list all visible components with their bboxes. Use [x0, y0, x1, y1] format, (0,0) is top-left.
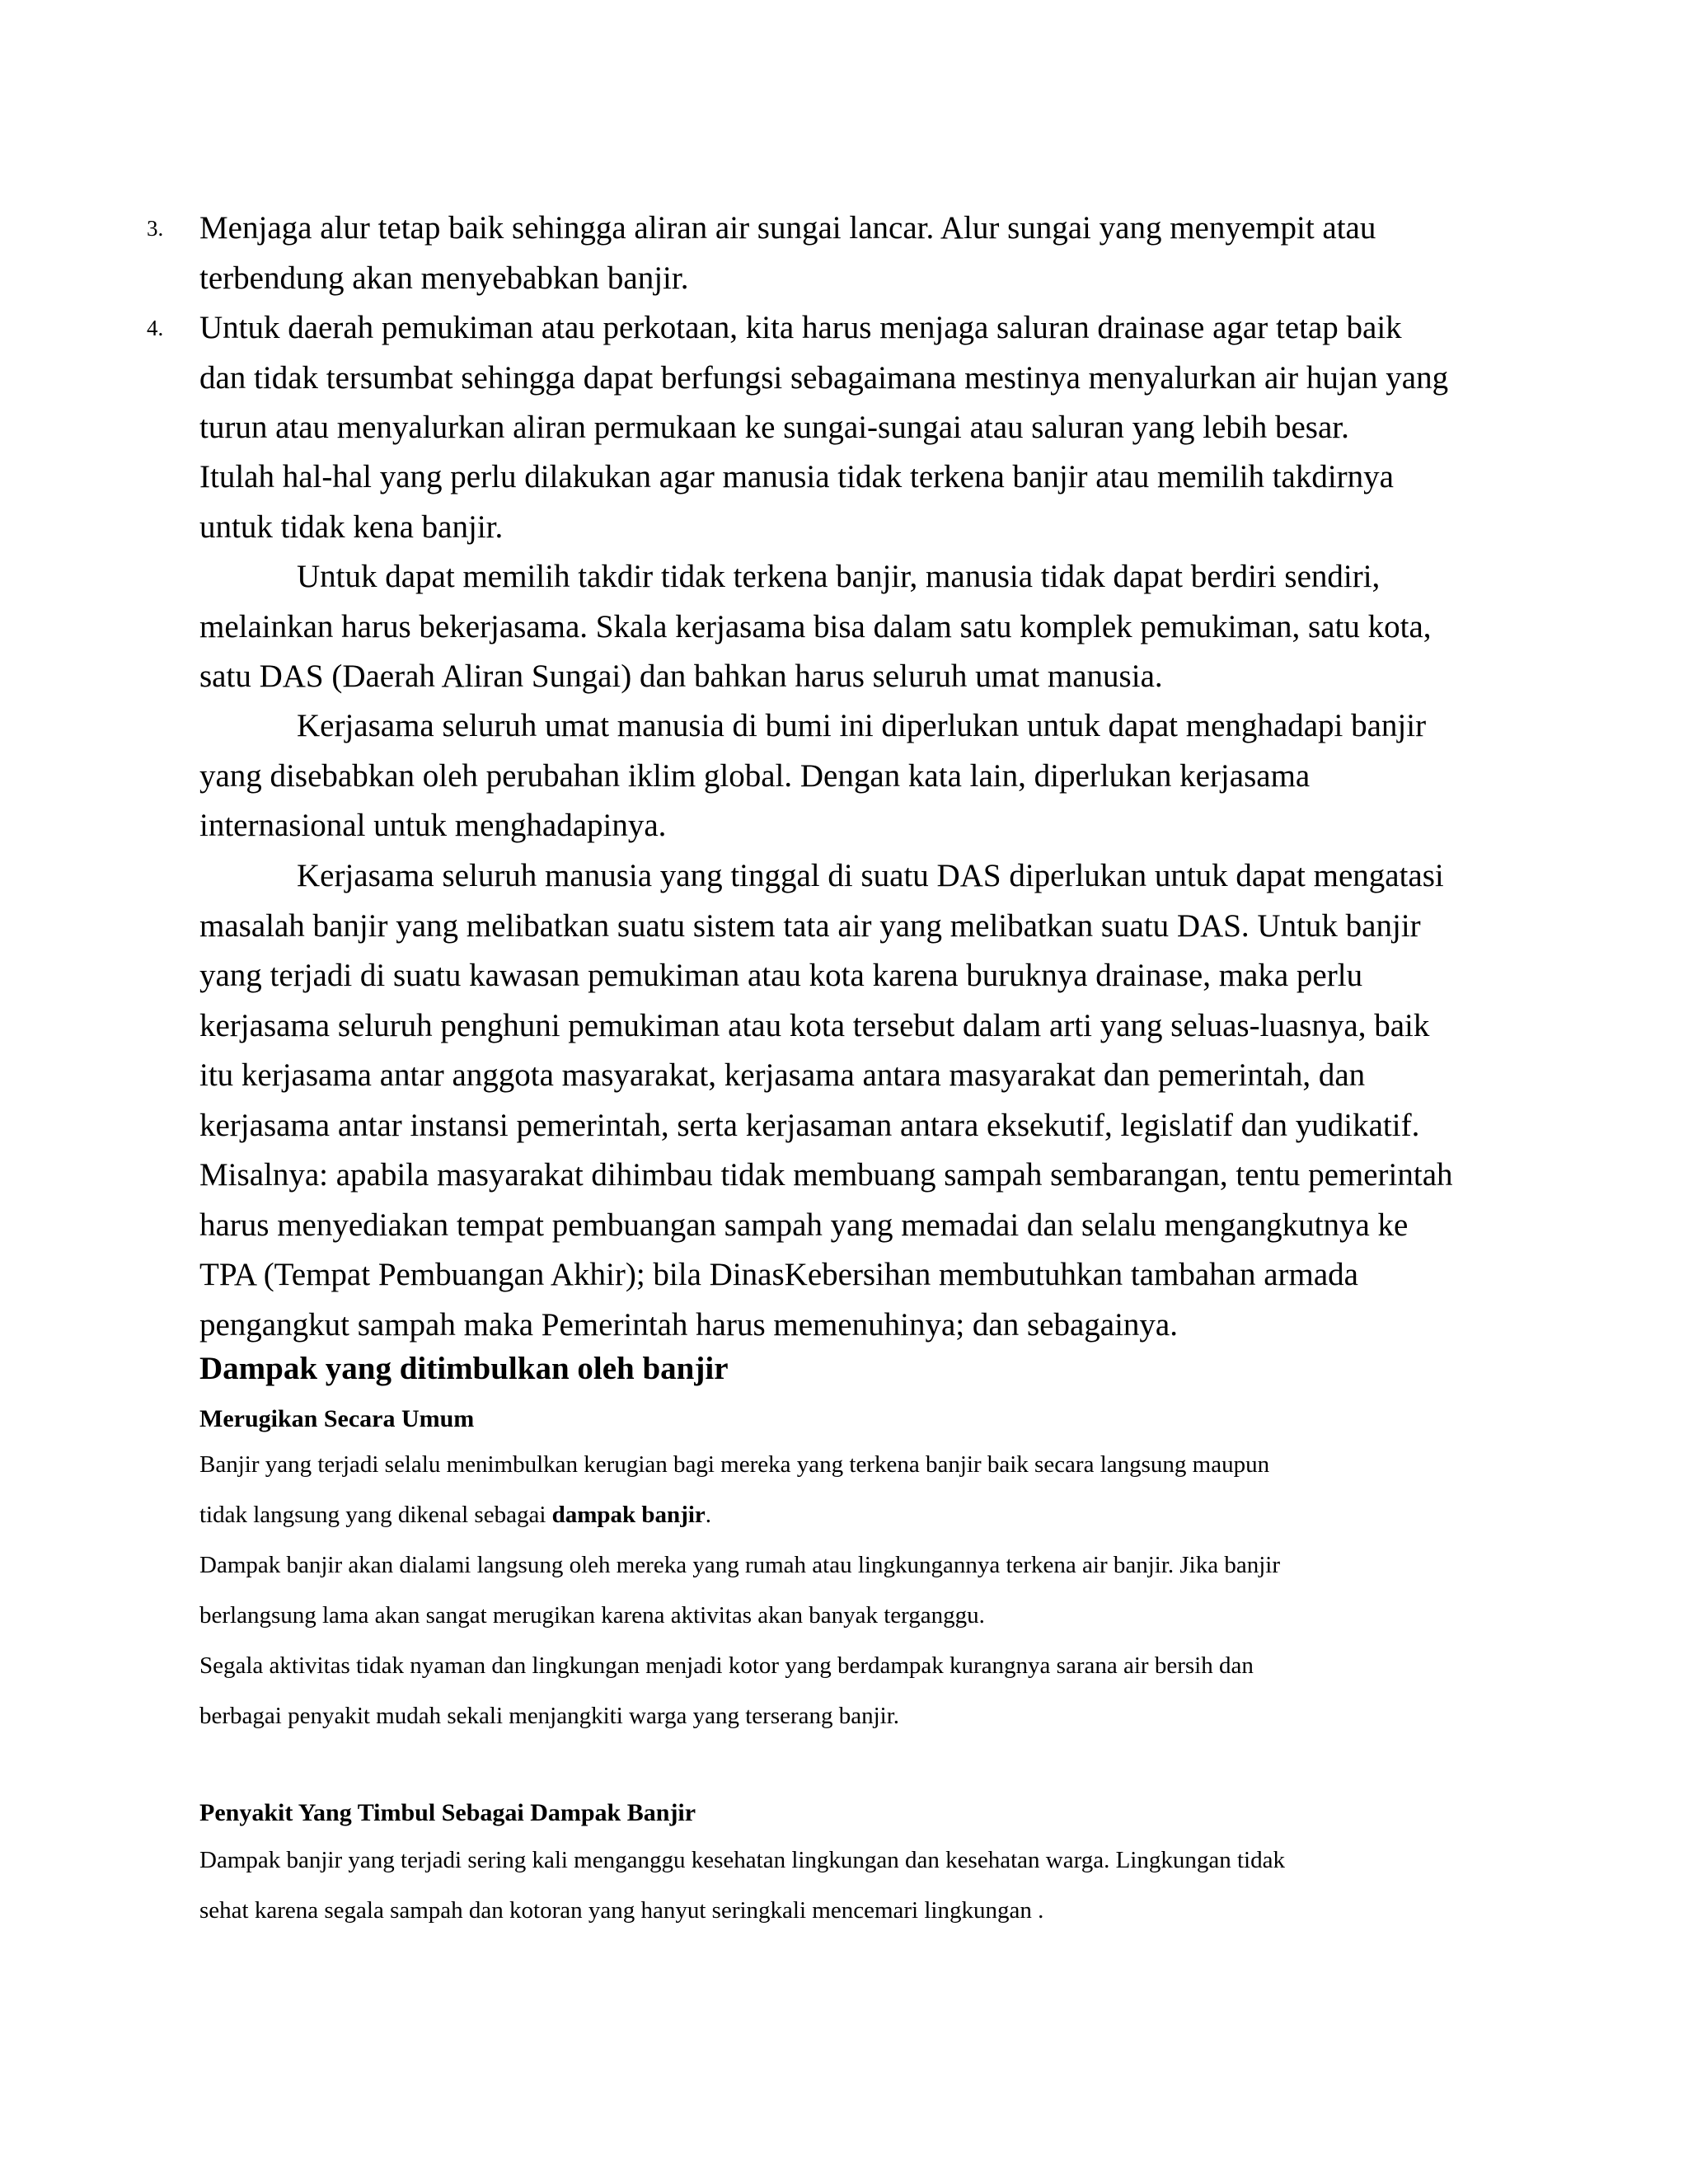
text-line: untuk tidak kena banjir. [199, 509, 504, 545]
text-line: itu kerjasama antar anggota masyarakat, kerjasama antara masyarakat dan pemerintah, dan [199, 1057, 1366, 1093]
text-line: internasional untuk menghadapinya. [199, 808, 667, 843]
bold-term: dampak banjir [551, 1502, 706, 1528]
text-line: Dampak banjir yang terjadi sering kali menganggu kesehatan lingkungan dan kesehatan warga. Lingkungan tidak [199, 1847, 1285, 1873]
text-line: berbagai penyakit mudah sekali menjangkiti warga yang terserang banjir. [199, 1703, 900, 1729]
text-line: Kerjasama seluruh manusia yang tinggal di suatu DAS diperlukan untuk dapat mengatasi [297, 858, 1444, 893]
text-line: Menjaga alur tetap baik sehingga aliran air sungai lancar. Alur sungai yang menyempit atau [199, 210, 1376, 246]
text-line: turun atau menyalurkan aliran permukaan ke sungai-sungai atau saluran yang lebih besar. [199, 410, 1349, 445]
subsection-heading: Penyakit Yang Timbul Sebagai Dampak Banjir [199, 1799, 696, 1826]
text-line: yang terjadi di suatu kawasan pemukiman atau kota karena buruknya drainase, maka perlu [199, 958, 1363, 993]
paragraph [199, 851, 1518, 1350]
text-line: kerjasama antar instansi pemerintah, serta kerjasaman antara eksekutif, legislatif dan yudikatif. [199, 1107, 1420, 1143]
text-line: TPA (Tempat Pembuangan Akhir); bila DinasKebersihan membutuhkan tambahan armada [199, 1257, 1358, 1292]
text-fragment: . [705, 1502, 712, 1528]
text-line: yang disebabkan oleh perubahan iklim global. Dengan kata lain, diperlukan kerjasama [199, 757, 1311, 794]
text-line: pengangkut sampah maka Pemerintah harus memenuhinya; dan sebagainya. [199, 1306, 1178, 1343]
text-line: Kerjasama seluruh umat manusia di bumi ini diperlukan untuk dapat menghadapi banjir [297, 708, 1427, 743]
list-item-text [199, 303, 1518, 453]
subsection-body [199, 1440, 1485, 1741]
list-number: 3. [147, 216, 164, 241]
text-line: melainkan harus bekerjasama. Skala kerjasama bisa dalam satu komplek pemukiman, satu kota, [199, 608, 1432, 644]
paragraph [199, 701, 1518, 851]
text-line: kerjasama seluruh penghuni pemukiman atau kota tersebut dalam arti yang seluas-luasnya, baik [199, 1007, 1430, 1043]
text-line: berlangsung lama akan sangat merugikan karena aktivitas akan banyak terganggu. [199, 1602, 985, 1629]
text-line: Banjir yang terjadi selalu menimbulkan kerugian bagi mereka yang terkena banjir baik secara langsung maupun [199, 1451, 1270, 1478]
text-fragment: tidak langsung yang dikenal sebagai [199, 1502, 552, 1528]
text-line: Misalnya: apabila masyarakat dihimbau tidak membuang sampah sembarangan, tentu pemerintah [199, 1157, 1453, 1193]
text-line: sehat karena segala sampah dan kotoran yang hanyut seringkali mencemari lingkungan . [199, 1897, 1044, 1924]
list-number: 4. [147, 316, 164, 340]
text-line [199, 1490, 1485, 1540]
text-line: Dampak banjir akan dialami langsung oleh mereka yang rumah atau lingkungannya terkena air banjir. Jika banjir [199, 1552, 1281, 1578]
text-line: masalah banjir yang melibatkan suatu sistem tata air yang melibatkan suatu DAS. Untuk banjir [199, 907, 1421, 944]
text-line: Segala aktivitas tidak nyaman dan lingkungan menjadi kotor yang berdampak kurangnya sarana air bersih dan [199, 1652, 1254, 1679]
subsection-heading: Merugikan Secara Umum [199, 1405, 475, 1432]
text-line: satu DAS (Daerah Aliran Sungai) dan bahkan harus seluruh umat manusia. [199, 658, 1163, 694]
text-line: dan tidak tersumbat sehingga dapat berfungsi sebagaimana mestinya menyalurkan air hujan yang [199, 359, 1449, 396]
list-item-text [199, 204, 1518, 303]
text-line: harus menyediakan tempat pembuangan sampah yang memadai dan selalu mengangkutnya ke [199, 1207, 1409, 1243]
text-line: terbendung akan menyebabkan banjir. [199, 260, 689, 296]
section-heading: Dampak yang ditimbulkan oleh banjir [199, 1351, 729, 1386]
text-line: Untuk daerah pemukiman atau perkotaan, kita harus menjaga saluran drainase agar tetap baik [199, 310, 1402, 345]
text-line: Untuk dapat memilih takdir tidak terkena banjir, manusia tidak dapat berdiri sendiri, [297, 559, 1381, 594]
subsection-body [199, 1835, 1485, 1936]
paragraph [199, 552, 1518, 702]
text-line: Itulah hal-hal yang perlu dilakukan agar manusia tidak terkena banjir atau memilih takdirnya [199, 459, 1394, 494]
closing-text [199, 452, 1518, 552]
